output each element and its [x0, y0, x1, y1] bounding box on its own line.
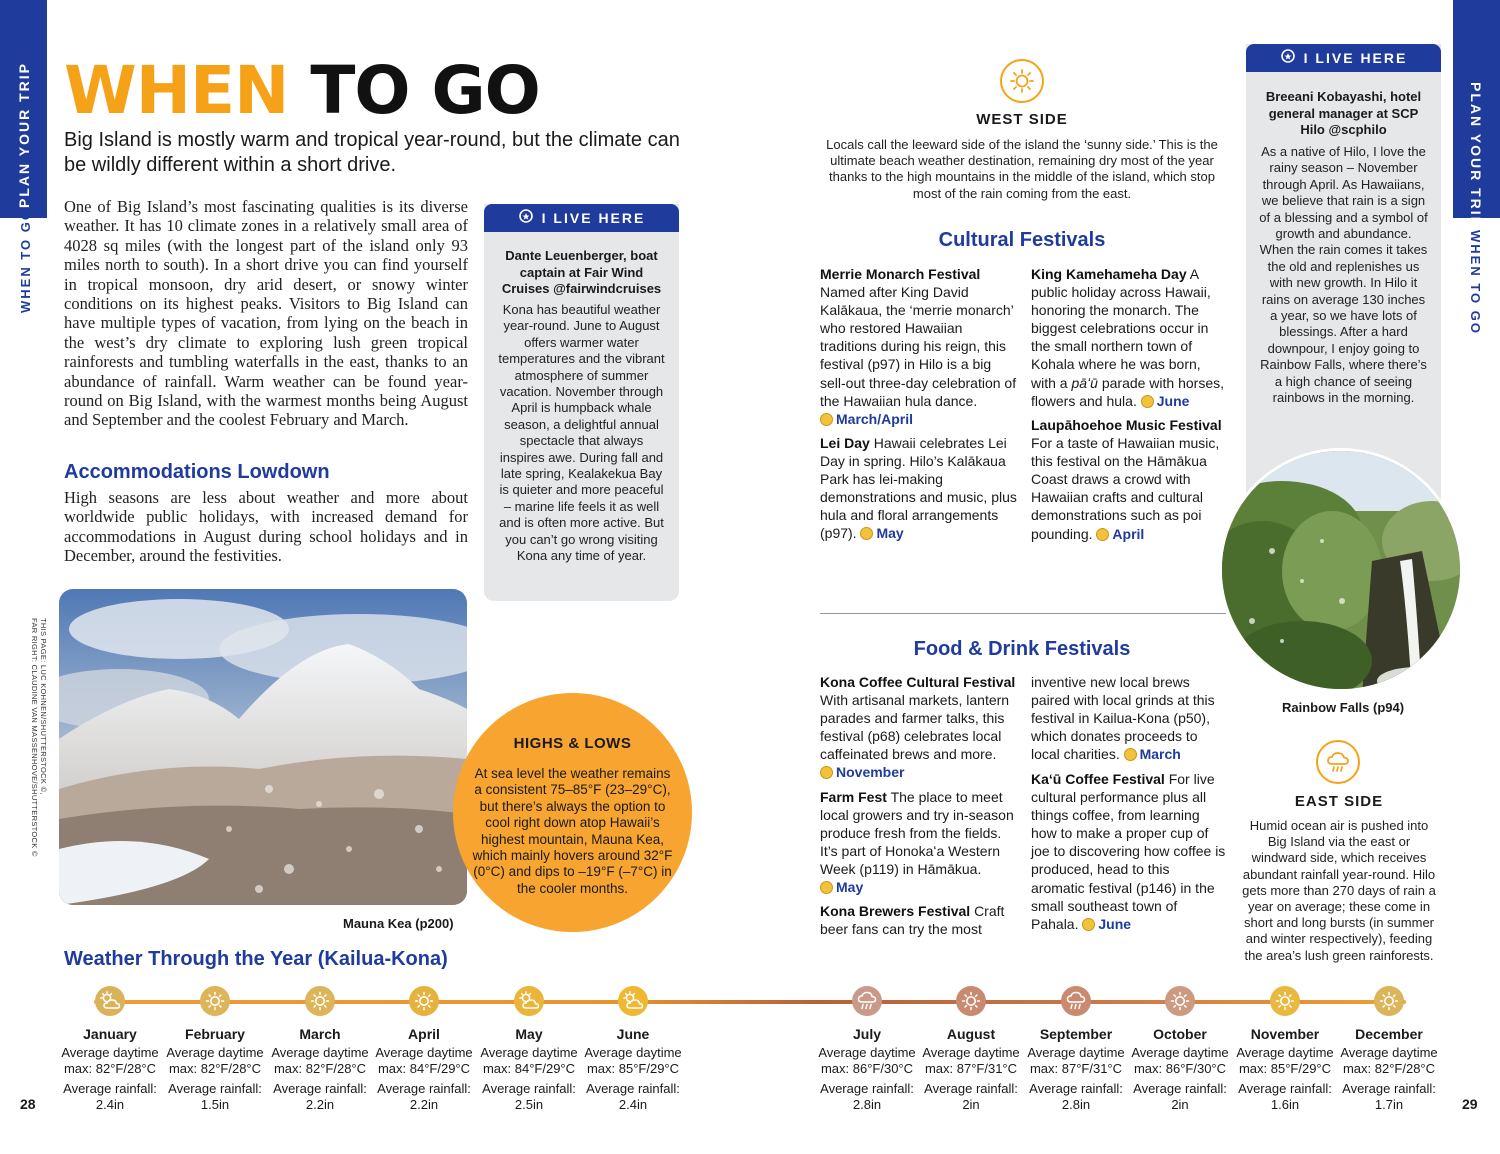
title-when: WHEN: [64, 52, 289, 129]
rain-value: 1.7in: [1374, 1097, 1404, 1112]
month-name: March: [299, 1026, 341, 1042]
partly-cloudy-icon: [514, 986, 544, 1016]
laupahoehoe-name: Laupāhoehoe Music Festival: [1031, 417, 1222, 433]
sun-icon: [1000, 59, 1044, 103]
kona-brewers-text-b: inventive new local brews paired with local grinds at this festival in Kailua-Kona (p50), which donates proceeds to local charities.: [1031, 674, 1215, 763]
left-side-tab: [0, 0, 47, 218]
kona-brewers-month: March: [1139, 746, 1181, 763]
body-paragraph: One of Big Island’s most fascinating qualities is its diverse weather. It has 10 climate zones in a relatively small area of 4028 sq miles (with the longest part of the island only 93 miles north to south). In a short drive you can find yourself in tropical monsoon, dry arid desert, or snowy winter conditions on its highest peaks. Visitors to Big Island can have multiple types of vacation, from lying on the beach in the west’s dry climate to exploring lush green tropical rainforests and tumbling waterfalls in the east, thanks to an abundance of rainfall. Warm weather can be found year-round on Big Island, with the warmest months being August and September and the coolest February and March.: [64, 197, 468, 430]
king-kamehameha-text-a: A public holiday across Hawaii, honoring the monarch. The biggest celebrations occur in the small northern town of Kohala where he was born, with a: [1031, 266, 1211, 391]
rain-label: Average rainfall:: [586, 1081, 680, 1096]
weather-month-february: [165, 986, 265, 1113]
rain-label: Average rainfall:: [63, 1081, 157, 1096]
lei-day-text: Hawaii celebrates Lei Day in spring. Hilo’s Kalākaua Park has lei-making demonstrations and music, plus hula and floral arrangements (p97).: [820, 435, 1017, 542]
kau-coffee-text: For live cultural performance plus all things coffee, from learning how to make a proper cup of joe to discovering how coffee is produced, head to this aromatic festival (p146) in the small southeast town of Pahala.: [1031, 771, 1226, 932]
month-name: September: [1039, 1026, 1113, 1042]
partly-cloudy-icon: [618, 986, 648, 1016]
west-side-heading: WEST SIDE: [976, 111, 1068, 128]
sun-icon: [956, 986, 986, 1016]
month-rain: [374, 1081, 474, 1113]
highs-lows-circle: [453, 693, 692, 932]
month-temp: [1026, 1045, 1126, 1077]
right-tab-sublabel: WHEN TO GO: [1468, 230, 1483, 335]
temp-label: Average daytime: [271, 1045, 369, 1060]
rain-value: 2.4in: [618, 1097, 648, 1112]
temp-label: Average daytime: [166, 1045, 264, 1060]
sun-icon: [409, 986, 439, 1016]
weather-month-may: [479, 986, 579, 1113]
temp-value: max: 84°F/29°C: [482, 1061, 576, 1076]
month-rain: [60, 1081, 160, 1113]
rain-value: 2in: [962, 1097, 980, 1112]
kau-coffee-entry: [1031, 770, 1227, 933]
weather-month-august: [921, 986, 1021, 1113]
king-kamehameha-entry: [1031, 265, 1225, 410]
rain-icon: [1316, 740, 1360, 784]
month-rain: [583, 1081, 683, 1113]
temp-label: Average daytime: [61, 1045, 159, 1060]
mauna-kea-photo: [59, 589, 467, 905]
sun-icon: [1165, 986, 1195, 1016]
farm-fest-entry: [820, 788, 1018, 897]
month-temp: [270, 1045, 370, 1077]
month-temp: [583, 1045, 683, 1077]
sun-icon: [820, 413, 833, 426]
weather-month-april: [374, 986, 474, 1113]
live-here-quote: As a native of Hilo, I love the rainy season – November through April. As Hawaiians, we believe that rain is a sign of a blessing and a symbol of growth and abundance. When the rain comes it takes the old and replenishes us with new growth. In Hilo it rains on average 130 inches a year, so we have lots of blessings. After a hard downpour, I enjoy going to Rainbow Falls, where there’s a high chance of seeing rainbows in the morning.: [1259, 144, 1428, 406]
rain-label: Average rainfall:: [1029, 1081, 1123, 1096]
temp-value: max: 86°F/30°C: [820, 1061, 914, 1076]
rain-value: 2.5in: [514, 1097, 544, 1112]
live-here-quote: Kona has beautiful weather year-round. June to August offers warmer water temperatures and the vibrant atmosphere of summer vacation. November through April is humpback whale season, a delightful annual spectacle that always inspires awe. During fall and late spring, Kealakekua Bay is quieter and more peaceful – marine life feels it as well and is often more active. But you can’t go wrong visiting Kona any time of year.: [498, 302, 665, 564]
rain-icon: [1061, 986, 1091, 1016]
lei-day-entry: [820, 434, 1018, 543]
kona-coffee-text: With artisanal markets, lantern parades and farmer talks, this festival (p68) celebrates local caffeinated brews and more.: [820, 692, 1010, 763]
sun-icon: [1124, 748, 1137, 761]
rain-label: Average rainfall:: [168, 1081, 262, 1096]
partly-cloudy-icon: [95, 986, 125, 1016]
lei-day-name: Lei Day: [820, 435, 870, 451]
kona-brewers-entry-b: [1031, 673, 1225, 763]
rain-value: 2.8in: [1061, 1097, 1091, 1112]
weather-month-october: [1130, 986, 1230, 1113]
month-name: January: [83, 1026, 137, 1042]
rainbow-falls-caption: Rainbow Falls (p94): [1282, 700, 1405, 715]
rain-value: 2.4in: [95, 1097, 125, 1112]
right-tab-label: PLAN YOUR TRIP: [1468, 82, 1484, 228]
live-here-header: [1246, 44, 1441, 72]
month-name: May: [515, 1026, 543, 1042]
month-name: October: [1153, 1026, 1207, 1042]
kona-coffee-name: Kona Coffee Cultural Festival: [820, 674, 1016, 690]
temp-label: Average daytime: [1340, 1045, 1438, 1060]
live-here-name: Breeani Kobayashi, hotel general manager at SCP Hilo @scphilo: [1265, 89, 1422, 137]
weather-month-march: [270, 986, 370, 1113]
kona-coffee-entry: [820, 673, 1018, 782]
merrie-monarch-month: March/April: [836, 410, 914, 427]
partly-cloudy-icon: [820, 881, 833, 894]
rain-value: 2.2in: [409, 1097, 439, 1112]
kau-coffee-name: Kaʻū Coffee Festival: [1031, 771, 1165, 787]
section-divider: [820, 613, 1226, 614]
king-kamehameha-italic: pāʻū: [1071, 374, 1098, 391]
month-temp: [817, 1045, 917, 1077]
cultural-festivals-heading: Cultural Festivals: [938, 229, 1106, 251]
rain-value: 2.2in: [305, 1097, 335, 1112]
weather-month-november: [1235, 986, 1335, 1113]
rain-label: Average rainfall:: [820, 1081, 914, 1096]
month-rain: [479, 1081, 579, 1113]
rain-value: 2in: [1171, 1097, 1189, 1112]
temp-value: max: 87°F/31°C: [924, 1061, 1018, 1076]
highs-lows-heading: HIGHS & LOWS: [513, 735, 632, 752]
month-temp: [921, 1045, 1021, 1077]
rainbow-falls-photo: [1219, 448, 1463, 692]
month-rain: [1339, 1081, 1439, 1113]
rain-label: Average rainfall:: [377, 1081, 471, 1096]
live-here-header: [484, 204, 679, 232]
temp-value: max: 85°F/29°C: [586, 1061, 680, 1076]
king-kamehameha-name: King Kamehameha Day: [1031, 266, 1187, 282]
rain-value: 1.5in: [200, 1097, 230, 1112]
temp-label: Average daytime: [584, 1045, 682, 1060]
west-side-text: Locals call the leeward side of the island the ‘sunny side.’ This is the ultimate beach weather destination, remaining dry most of the year thanks to the high mountains in the middle of the island, which stop most of the rain coming from the east.: [826, 137, 1218, 201]
page-title: [64, 52, 540, 129]
rain-label: Average rainfall:: [1238, 1081, 1332, 1096]
rain-label: Average rainfall:: [924, 1081, 1018, 1096]
kau-coffee-month: June: [1098, 915, 1132, 932]
temp-value: max: 86°F/30°C: [1133, 1061, 1227, 1076]
king-kamehameha-text-b: parade with horses, flowers and hula.: [1031, 374, 1225, 409]
kona-brewers-text-a: Craft beer fans can try the most: [820, 903, 1005, 938]
sun-icon: [305, 986, 335, 1016]
month-name: December: [1355, 1026, 1423, 1042]
rain-label: Average rainfall:: [1133, 1081, 1227, 1096]
month-name: April: [408, 1026, 440, 1042]
lei-day-month: May: [876, 525, 904, 542]
month-rain: [817, 1081, 917, 1113]
merrie-monarch-entry: [820, 265, 1018, 428]
partly-cloudy-icon: [1096, 528, 1109, 541]
month-rain: [165, 1081, 265, 1113]
rain-value: 2.8in: [852, 1097, 882, 1112]
month-temp: [1339, 1045, 1439, 1077]
partly-cloudy-icon: [1141, 395, 1154, 408]
weather-heading: Weather Through the Year (Kailua-Kona): [64, 948, 448, 970]
left-tab-label: PLAN YOUR TRIP: [16, 62, 32, 208]
partly-cloudy-icon: [860, 527, 873, 540]
photo-credit-line-2: FAR RIGHT: CLAUDINE VAN MASSENHOVE/SHUTTERSTOCK ©: [30, 618, 39, 857]
month-name: June: [616, 1026, 650, 1042]
page-number-left: 28: [20, 1096, 36, 1112]
laupahoehoe-entry: [1031, 416, 1225, 543]
east-side-text: Humid ocean air is pushed into Big Island via the east or windward side, which receives abundant rainfall year-round. Hilo gets more than 270 days of rain a year on average; these come in short and long bursts (in summer and winter respectively), feeding the area’s lush green rainforests.: [1242, 818, 1436, 963]
farm-fest-text: The place to meet local growers and try in-season produce fresh from the fields. It’s part of Honokaʻa Western Week (p119) in Hāmākua.: [820, 789, 1014, 878]
east-side-heading: EAST SIDE: [1294, 793, 1384, 810]
month-rain: [1026, 1081, 1126, 1113]
accommodations-text: High seasons are less about weather and more about worldwide public holidays, with increased demand for accommodations in August during school holidays and in December, around the festivities.: [64, 488, 468, 566]
accommodations-heading: Accommodations Lowdown: [64, 461, 330, 483]
live-here-box-dante: [484, 204, 679, 601]
rain-icon: [852, 986, 882, 1016]
title-to-go: TO GO: [310, 52, 540, 129]
location-pin-icon: [1280, 49, 1296, 68]
temp-value: max: 87°F/31°C: [1029, 1061, 1123, 1076]
weather-month-june: [583, 986, 683, 1113]
laupahoehoe-month: April: [1112, 525, 1145, 542]
live-here-label: I LIVE HERE: [541, 210, 646, 226]
month-rain: [270, 1081, 370, 1113]
month-temp: [1235, 1045, 1335, 1077]
live-here-label: I LIVE HERE: [1303, 50, 1408, 66]
month-name: November: [1250, 1026, 1320, 1042]
temp-label: Average daytime: [1131, 1045, 1229, 1060]
food-drink-heading: Food & Drink Festivals: [913, 638, 1131, 660]
rain-label: Average rainfall:: [482, 1081, 576, 1096]
month-name: August: [946, 1026, 996, 1042]
month-rain: [921, 1081, 1021, 1113]
weather-month-december: [1339, 986, 1439, 1113]
intro-text: Big Island is mostly warm and tropical year-round, but the climate can be wildly different within a short drive.: [64, 129, 680, 176]
kona-coffee-month: November: [836, 764, 905, 781]
month-temp: [479, 1045, 579, 1077]
weather-month-january: [60, 986, 160, 1113]
page-number-right: 29: [1462, 1096, 1478, 1112]
laupahoehoe-text: For a taste of Hawaiian music, this festival on the Hāmākua Coast draws a crowd with Hawaiian crafts and cultural demonstrations such as poi pounding.: [1031, 435, 1220, 542]
mauna-kea-caption: Mauna Kea (p200): [343, 916, 454, 931]
month-temp: [60, 1045, 160, 1077]
left-tab-sublabel: WHEN TO GO: [18, 208, 33, 313]
live-here-name: Dante Leuenberger, boat captain at Fair Wind Cruises @fairwindcruises: [501, 248, 662, 296]
temp-label: Average daytime: [922, 1045, 1020, 1060]
temp-value: max: 82°F/28°C: [168, 1061, 262, 1076]
temp-value: max: 82°F/28°C: [63, 1061, 157, 1076]
location-pin-icon: [518, 209, 534, 228]
sun-icon: [1374, 986, 1404, 1016]
month-temp: [1130, 1045, 1230, 1077]
weather-month-september: [1026, 986, 1126, 1113]
temp-value: max: 85°F/29°C: [1238, 1061, 1332, 1076]
rain-label: Average rainfall:: [273, 1081, 367, 1096]
month-rain: [1235, 1081, 1335, 1113]
month-temp: [374, 1045, 474, 1077]
temp-value: max: 82°F/28°C: [1342, 1061, 1436, 1076]
kona-brewers-name: Kona Brewers Festival: [820, 903, 971, 919]
temp-label: Average daytime: [818, 1045, 916, 1060]
temp-value: max: 84°F/29°C: [377, 1061, 471, 1076]
sun-icon: [1270, 986, 1300, 1016]
merrie-monarch-text: Named after King David Kalākaua, the ‘merrie monarch’ who restored Hawaiian traditions during his reign, this festival (p97) in Hilo is a big sell-out three-day celebration of the Hawaiian hula dance.: [820, 284, 1017, 409]
month-rain: [1130, 1081, 1230, 1113]
sun-icon: [200, 986, 230, 1016]
highs-lows-text: At sea level the weather remains a consistent 75–85°F (23–29°C), but there’s always the option to cool right down atop Hawaii’s highest mountain, Mauna Kea, which mainly hovers around 32°F (0°C) and dips to –19°F (–7°C) in the cooler months.: [472, 766, 673, 896]
sun-icon: [820, 766, 833, 779]
king-kamehameha-month: June: [1156, 392, 1190, 409]
rain-label: Average rainfall:: [1342, 1081, 1436, 1096]
temp-label: Average daytime: [1236, 1045, 1334, 1060]
temp-label: Average daytime: [375, 1045, 473, 1060]
temp-label: Average daytime: [480, 1045, 578, 1060]
month-temp: [165, 1045, 265, 1077]
month-name: July: [852, 1026, 881, 1042]
right-side-tab: [1453, 0, 1500, 228]
temp-value: max: 82°F/28°C: [273, 1061, 367, 1076]
farm-fest-month: May: [836, 879, 864, 896]
partly-cloudy-icon: [1082, 918, 1095, 931]
merrie-monarch-name: Merrie Monarch Festival: [820, 266, 981, 282]
month-name: February: [185, 1026, 245, 1042]
farm-fest-name: Farm Fest: [820, 789, 887, 805]
temp-label: Average daytime: [1027, 1045, 1125, 1060]
rain-value: 1.6in: [1270, 1097, 1300, 1112]
photo-credit-line-1: THIS PAGE: LUC KOHNEN/SHUTTERSTOCK ©,: [39, 618, 48, 795]
weather-month-july: [817, 986, 917, 1113]
kona-brewers-entry-a: [820, 902, 1018, 938]
